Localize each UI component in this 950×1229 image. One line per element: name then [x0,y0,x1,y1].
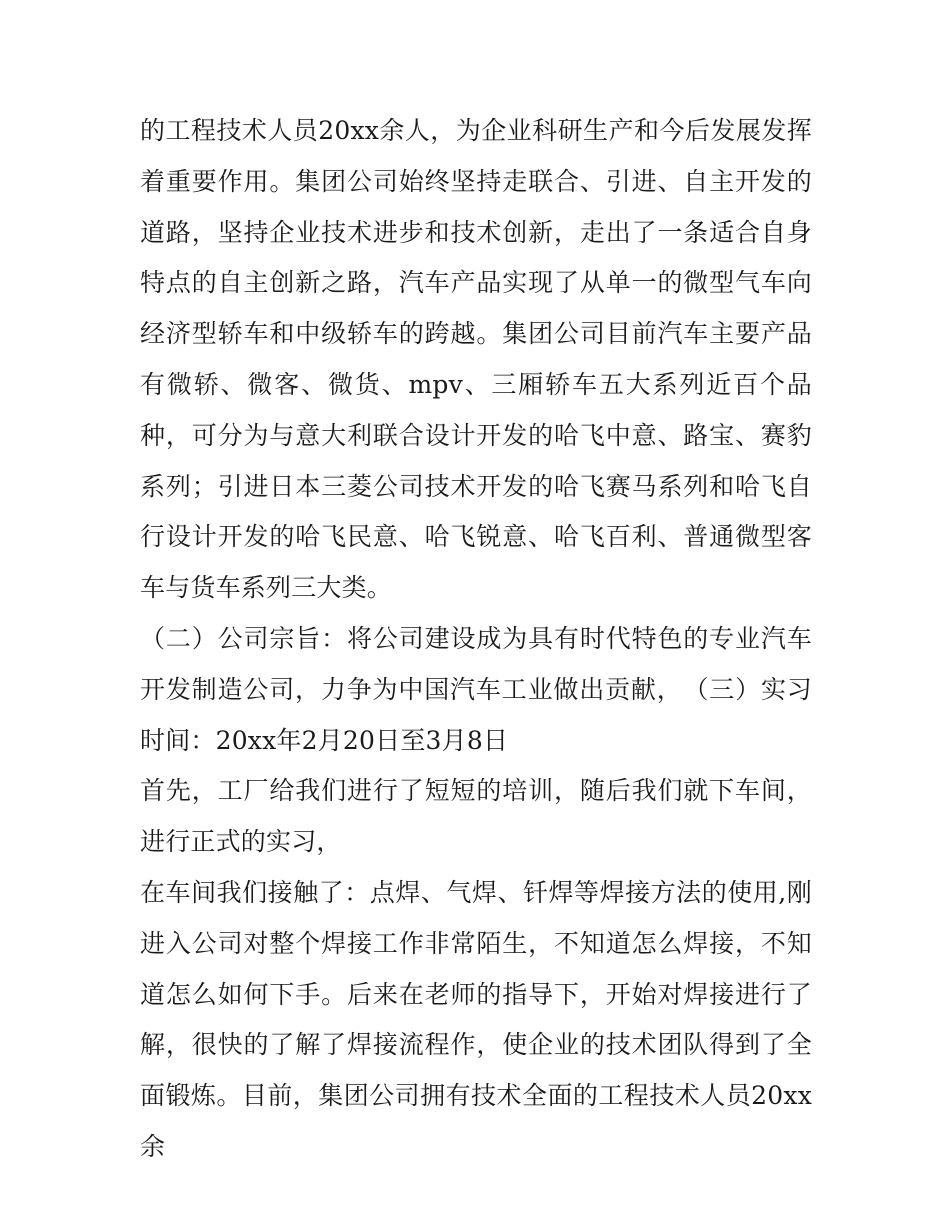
paragraph-company-overview: 的工程技术人员20xx余人，为企业科研生产和今后发展发挥着重要作用。集团公司始终坚持走联合、引进、自主开发的道路，坚持企业技术进步和技术创新，走出了一条适合自身特点的自主创新之路，汽车产品实现了从单一的微型气车向经济型轿车和中级轿车的跨越。集团公司目前汽车主要产品有微轿、微客、微货、mpv、三厢轿车五大系列近百个品种，可分为与意大利联合设计开发的哈飞中意、路宝、赛豹系列；引进日本三菱公司技术开发的哈飞赛马系列和哈飞自行设计开发的哈飞民意、哈飞锐意、哈飞百利、普通微型客车与货车系列三大类。 [140,116,812,603]
paragraph-training: 首先，工厂给我们进行了短短的培训，随后我们就下车间，进行正式的实习， [140,776,812,857]
paragraph-company-purpose: （二）公司宗旨：将公司建设成为具有时代特色的专业汽车开发制造公司，力争为中国汽车工业做出贡献， （三）实习时间：20xx年2月20日至3月8日 [140,623,812,755]
paragraph-workshop: 在车间我们接触了：点焊、气焊、钎焊等焊接方法的使用,刚进入公司对整个焊接工作非常陌生，不知道怎么焊接，不知道怎么如何下手。后来在老师的指导下，开始对焊接进行了解，很快的了解了焊接流程作，使企业的技术团队得到了全面锻炼。目前，集团公司拥有技术全面的工程技术人员20xx余 [140,877,812,1161]
document-body [140,106,812,1173]
